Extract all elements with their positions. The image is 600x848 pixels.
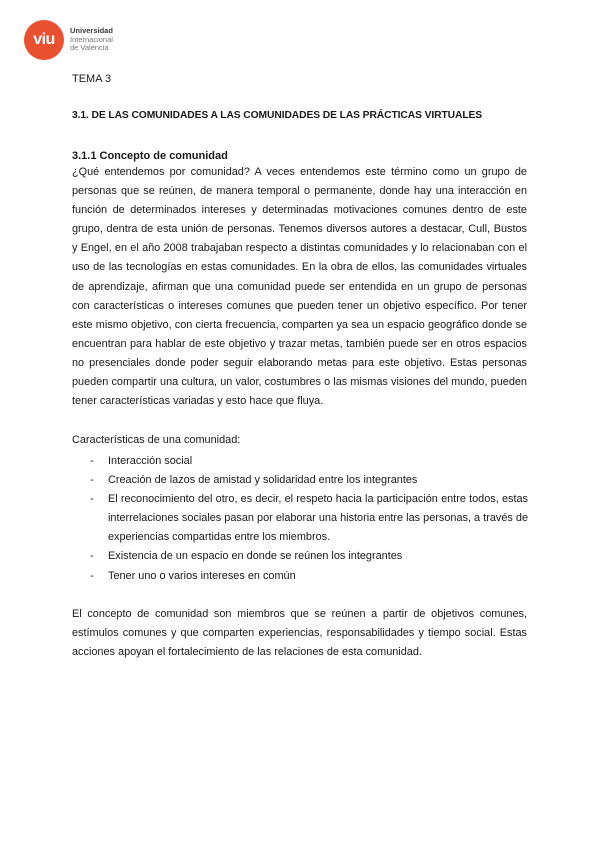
list-item-text: Existencia de un espacio en donde se reúnen los integrantes	[108, 550, 403, 563]
bullet-dash: -	[90, 455, 94, 467]
paragraph-2: El concepto de comunidad son miembros que se reúnen a partir de objetivos comunes, estímulos comunes y que comparten experiencias, responsabilidades y tiempo social. Estas acciones apoyan el fortalecimiento de las relaciones de esta comunidad.	[72, 608, 527, 659]
bullet-dash: -	[90, 550, 94, 563]
tema-label: TEMA 3	[72, 73, 112, 85]
viu-logo-icon: viu	[24, 20, 64, 60]
list-item-text: Interacción social	[108, 455, 193, 467]
characteristics-heading: Características de una comunidad:	[72, 434, 241, 446]
bullet-dash: -	[90, 493, 94, 506]
section-title: 3.1. DE LAS COMUNIDADES A LAS COMUNIDADES DE LAS PRÁCTICAS VIRTUALES	[72, 110, 483, 121]
university-logo	[24, 20, 113, 60]
characteristics-list	[72, 452, 528, 586]
list-item	[72, 452, 528, 471]
logo-line-1: Universidad	[70, 26, 113, 36]
list-item-text: Creación de lazos de amistad y solidaridad entre los integrantes	[108, 474, 418, 487]
bullet-dash: -	[90, 569, 94, 582]
list-item	[72, 547, 528, 566]
list-item-text: El reconocimiento del otro, es decir, el respeto hacia la participación entre todos, estas interrelaciones sociales pasan por elaborar una historia entre las personas, a través de experiencias compartidas entre los miembros.	[108, 493, 528, 544]
paragraph-1: ¿Qué entendemos por comunidad? A veces entendemos este término como un grupo de personas que se reúnen, de manera temporal o permanente, donde hay una interacción en función de determinados intereses y determinadas motivaciones comunes dentro de este grupo, dentra de esta unión de personas. Tenemos diversos autores a destacar, Cull, Bustos y Engel, en el año 2008 trabajaban respecto a distintas comunidades y lo relacionaban con el uso de las tecnologías en estas comunidades. En la obra de ellos, las comunidades virtuales de aprendizaje, afirman que una comunidad puede ser entendida en un grupo de personas con características o intereses comunes que pueden tener un objetivo específico. Por tener este mismo objetivo, con cierta frecuencia, comparten ya sea un espacio geográfico donde se encuentran para hablar de este objetivo y trazar metas, también puede ser en otros espacios no presenciales donde poder seguir elaborando metas para este objetivo. Estas personas pueden compartir una cultura, un valor, costumbres o las mismas visiones del mundo, pueden tener características variadas y esto hace que fluya.	[72, 166, 527, 408]
subsection-title: 3.1.1 Concepto de comunidad	[72, 150, 228, 162]
list-item-text: Tener uno o varios intereses en común	[108, 569, 296, 582]
bullet-dash: -	[90, 474, 94, 487]
list-item	[72, 567, 528, 586]
list-item	[72, 471, 528, 490]
list-item	[72, 490, 528, 547]
logo-wordmark	[70, 27, 113, 53]
logo-line-3: de Valencia	[70, 43, 109, 53]
logo-line-2: Internacional	[70, 34, 113, 44]
